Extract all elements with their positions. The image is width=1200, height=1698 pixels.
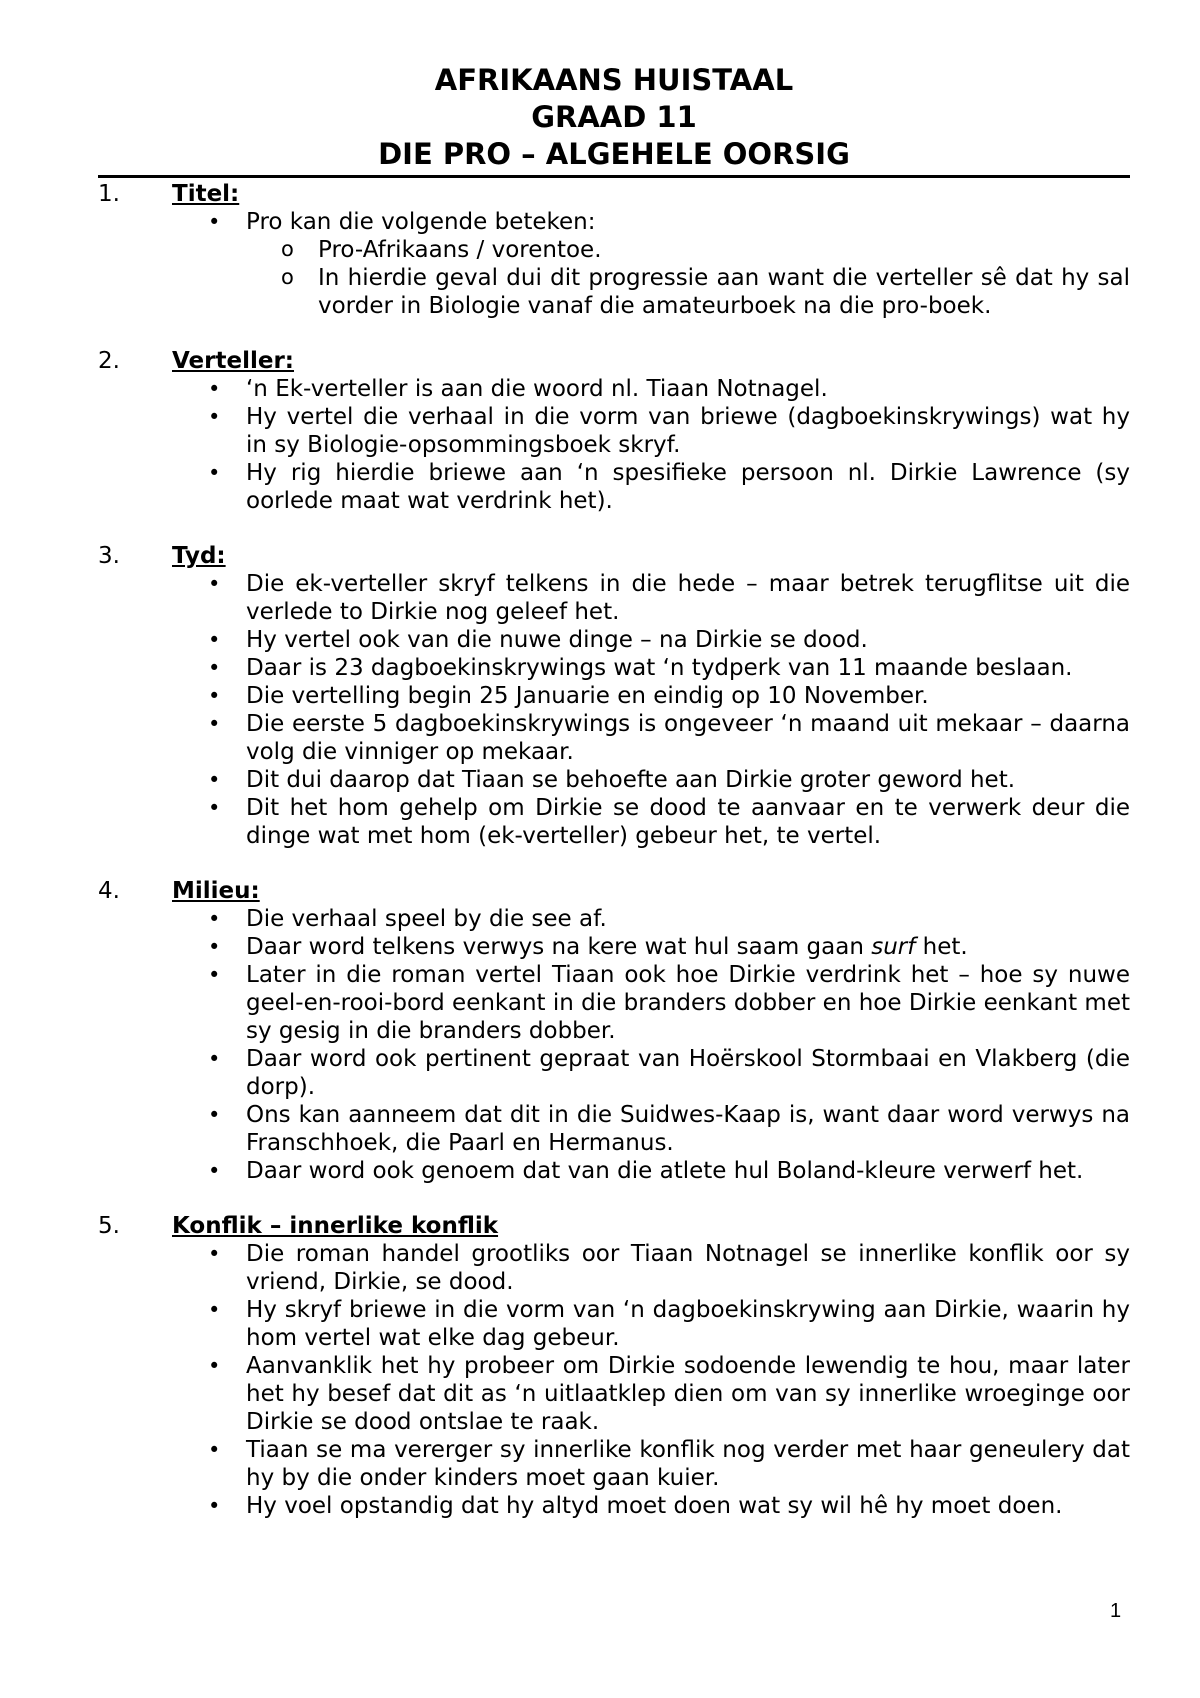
list-item-text-end: het. [915,934,968,960]
list-item-text: Pro kan die volgende beteken: [246,209,596,235]
section-title: Konflik – innerlike konflik [172,1213,499,1239]
list-item [98,1296,1130,1352]
document-body [98,180,1130,1547]
bullet-icon: • [208,907,221,931]
list-item [98,1101,1130,1157]
list-item [98,1352,1130,1436]
list-item [98,403,1130,459]
list-item [98,1240,1130,1296]
list-item-text: Die eerste 5 dagboekinskrywings is ongeveer ‘n maand uit mekaar – daarna volg die vinniger op mekaar. [246,711,1130,765]
list-item-text: Hy skryf briewe in die vorm van ‘n dagboekinskrywing aan Dirkie, waarin hy hom vertel wat elke dag gebeur. [246,1297,1130,1351]
list-item-text: Hy rig hierdie briewe aan ‘n spesifieke persoon nl. Dirkie Lawrence (sy oorlede maat wat verdrink het). [246,460,1130,514]
bullet-icon: • [208,1298,221,1322]
list-item [98,710,1130,766]
sub-list-item [98,236,1130,264]
bullet-icon: • [208,628,221,652]
list-item [98,208,1130,320]
list-item [98,626,1130,654]
list-item-text: Dit het hom gehelp om Dirkie se dood te aanvaar en te verwerk deur die dinge wat met hom (ek-verteller) gebeur het, te vertel. [246,795,1130,849]
section-titel [98,180,1130,320]
bullet-icon: • [208,656,221,680]
section-title: Milieu: [172,878,260,904]
section-konflik [98,1212,1130,1520]
list-item [98,570,1130,626]
list-item-text: Die verhaal speel by die see af. [246,906,607,932]
list-item [98,961,1130,1045]
section-number: 1. [98,181,120,207]
sub-list-item [98,264,1130,320]
sub-list-item-text: Pro-Afrikaans / vorentoe. [318,237,602,263]
section-title: Titel: [172,181,240,207]
bullet-icon: • [208,1242,221,1266]
bullet-icon: • [208,1354,221,1378]
sub-bullet-icon: o [281,265,294,289]
list-item [98,375,1130,403]
bullet-icon: • [208,1494,221,1518]
list-item-text: Ons kan aanneem dat dit in die Suidwes-Kaap is, want daar word verwys na Franschhoek, die Paarl en Hermanus. [246,1102,1130,1156]
list-item [98,1157,1130,1185]
list-item [98,905,1130,933]
section-title: Verteller: [172,348,294,374]
list-item [98,794,1130,850]
section-tyd [98,542,1130,850]
bullet-icon: • [208,712,221,736]
bullet-icon: • [208,684,221,708]
bullet-icon: • [208,405,221,429]
bullet-icon: • [208,1047,221,1071]
list-item [98,1436,1130,1492]
list-item [98,654,1130,682]
list-item [98,1045,1130,1101]
sub-bullet-icon: o [281,237,294,261]
bullet-icon: • [208,768,221,792]
header-title: DIE PRO – ALGEHELE OORSIG [378,137,850,171]
section-number: 4. [98,878,120,904]
list-item [98,459,1130,515]
bullet-icon: • [208,796,221,820]
bullet-icon: • [208,377,221,401]
list-item-text: Die ek-verteller skryf telkens in die hede – maar betrek terugflitse uit die verlede to Dirkie nog geleef het. [246,571,1130,625]
bullet-icon: • [208,572,221,596]
bullet-icon: • [208,1103,221,1127]
list-item [98,682,1130,710]
bullet-icon: • [208,461,221,485]
header-grade: GRAAD 11 [531,100,697,134]
list-item [98,766,1130,794]
list-item-text: Daar word ook genoem dat van die atlete hul Boland-kleure verwerf het. [246,1158,1084,1184]
bullet-icon: • [208,210,221,234]
list-item-text: Aanvanklik het hy probeer om Dirkie sodoende lewendig te hou, maar later het hy besef dat dit as ‘n uitlaatklep dien om van sy innerlike wroeginge oor Dirkie se dood ontslae te raak. [246,1353,1130,1435]
header-subject: AFRIKAANS HUISTAAL [434,63,794,97]
page-number: 1 [1110,1600,1122,1622]
section-verteller [98,347,1130,515]
italic-term: surf [871,934,916,960]
bullet-icon: • [208,1159,221,1183]
list-item-text: Daar is 23 dagboekinskrywings wat ‘n tydperk van 11 maande beslaan. [246,655,1073,681]
list-item-text: Later in die roman vertel Tiaan ook hoe Dirkie verdrink het – hoe sy nuwe geel-en-rooi-bord eenkant in die branders dobber en hoe Dirkie eenkant met sy gesig in die branders dobber. [246,962,1130,1044]
list-item-text: Die roman handel grootliks oor Tiaan Notnagel se innerlike konflik oor sy vriend, Dirkie, se dood. [246,1241,1130,1295]
list-item-text: Tiaan se ma vererger sy innerlike konflik nog verder met haar geneulery dat hy by die onder kinders moet gaan kuier. [246,1437,1130,1491]
section-title: Tyd: [172,543,226,569]
list-item [98,933,1130,961]
document-header [98,62,1130,173]
list-item-text: Hy vertel die verhaal in die vorm van briewe (dagboekinskrywings) wat hy in sy Biologie-opsommingsboek skryf. [246,404,1130,458]
section-number: 5. [98,1213,120,1239]
section-milieu [98,877,1130,1185]
list-item-text: Daar word ook pertinent gepraat van Hoërskool Stormbaai en Vlakberg (die dorp). [246,1046,1130,1100]
list-item-text: Dit dui daarop dat Tiaan se behoefte aan Dirkie groter geword het. [246,767,1016,793]
list-item-text: ‘n Ek-verteller is aan die woord nl. Tiaan Notnagel. [246,376,828,402]
section-number: 2. [98,348,120,374]
list-item-text: Hy vertel ook van die nuwe dinge – na Dirkie se dood. [246,627,868,653]
bullet-icon: • [208,935,221,959]
list-item-text: Hy voel opstandig dat hy altyd moet doen wat sy wil hê hy moet doen. [246,1493,1063,1519]
list-item-text-start: Daar word telkens verwys na kere wat hul saam gaan [246,934,872,960]
bullet-icon: • [208,1438,221,1462]
list-item-text: Die vertelling begin 25 Januarie en eindig op 10 November. [246,683,929,709]
sub-list-item-text: In hierdie geval dui dit progressie aan want die verteller sê dat hy sal vorder in Biologie vanaf die amateurboek na die pro-boek. [318,265,1130,319]
section-number: 3. [98,543,120,569]
header-divider [98,175,1130,178]
bullet-icon: • [208,963,221,987]
list-item [98,1492,1130,1520]
